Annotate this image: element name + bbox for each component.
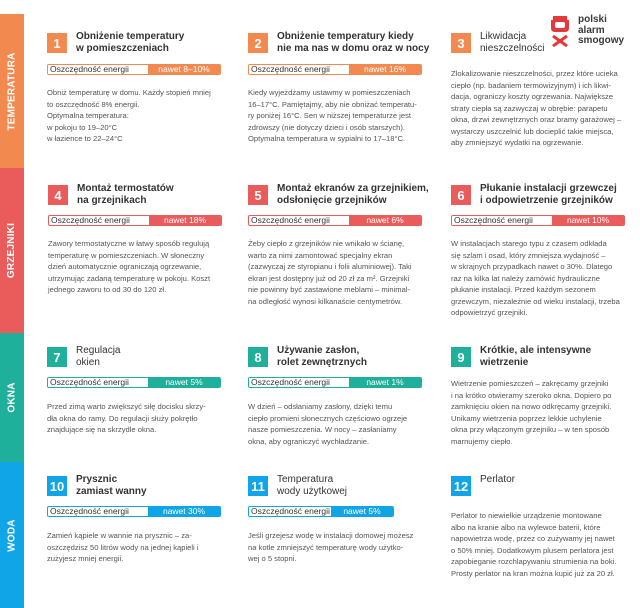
tip-title: Płukanie instalacji grzewczej i odpowietrzenie grzejników <box>480 183 617 206</box>
tip-title: Perlator <box>480 474 516 485</box>
savings-value: nawet 18% <box>149 216 221 225</box>
energy-savings-bar <box>248 377 422 388</box>
energy-savings-bar <box>248 506 394 517</box>
energy-savings-bar <box>48 215 222 226</box>
tip-description: Kiedy wyjeżdżamy ustawmy w pomieszczeniach 16–17°C. Pamiętajmy, aby nie obniżać temperatu- ry poniżej 16°C. Sen w niższej temperaturze jest zdrowszy (nie dotyczy dzieci i osób starszych). Optymalna temperatura w sypialni to 17–18°C. <box>248 88 417 143</box>
tip-number-badge: 9 <box>451 347 471 367</box>
tip-description: W dzień – odsłaniamy zasłony, dzięki temu ciepło promieni słonecznych częściowo ogrzeje nasze pomieszczenia. W nocy – zasłaniamy okna, aby ograniczyć wychładzanie. <box>248 402 408 446</box>
savings-label: Oszczędność energii <box>452 216 552 225</box>
savings-value: nawet 10% <box>552 216 624 225</box>
sidebar-label: TEMPERATURA <box>6 51 18 131</box>
tip-description: Zamień kąpiele w wannie na prysznic – za- oszczędzisz 50 litrów wody na jednej kąpieli i zużyjesz mniej energii. <box>47 531 199 563</box>
tip-description: Perlator to niewielkie urządzenie montowane albo na kranie albo na wylewce baterii, które napowietrza wodę, przez co zużywamy jej nawet o 50% mniej. Dodatkowym plusem perlatora jest zapobieganie rozchlapywaniu strumienia na boki. Prosty perlator na kran można kupić już za 20 zł. <box>451 511 617 578</box>
tip-description: Obniż temperaturę w domu. Każdy stopień mniej to oszczędność 8% energii. Optymalna temperatura: w pokoju to 19–20°C w łazience to 22–24°C <box>47 88 211 143</box>
savings-label: Oszczędność energii <box>49 216 149 225</box>
energy-savings-bar <box>47 64 221 75</box>
energy-savings-bar <box>47 506 221 517</box>
energy-savings-bar <box>47 377 221 388</box>
tip-number-badge: 1 <box>47 33 67 53</box>
tip-title: Temperatura wody użytkowej <box>277 474 348 497</box>
polski-alarm-smogowy-logo <box>550 14 624 48</box>
savings-label: Oszczędność energii <box>48 507 148 516</box>
tip-number-badge: 2 <box>248 33 268 53</box>
energy-savings-bar <box>451 215 625 226</box>
sidebar-section-okna <box>0 333 24 462</box>
savings-label: Oszczędność energii <box>48 65 148 74</box>
savings-label: Oszczędność energii <box>249 65 349 74</box>
tip-number-badge: 12 <box>451 476 471 496</box>
sidebar-label: WODA <box>6 518 18 552</box>
tip-number-badge: 8 <box>248 347 268 367</box>
energy-savings-bar <box>248 215 422 226</box>
sidebar-label: GRZEJNIKI <box>6 222 18 279</box>
tip-description: Żeby ciepło z grzejników nie wnikało w ścianę, warto za nimi zamontować specjalny ekran (zazwyczaj ze styropianu i folii aluminiowej). Taki ekran jest dostępny już od 20 zł za m². Grzejniki nie powinny być zastawione meblami – minimal- na odległość wynosi kilkanaście centymetrów. <box>248 239 412 306</box>
tip-number-badge: 3 <box>451 33 471 53</box>
tip-title: Montaż termostatów na grzejnikach <box>77 183 174 206</box>
tip-title: Obniżenie temperatury kiedy nie ma nas w domu oraz w nocy <box>277 31 430 54</box>
sidebar-label: OKNA <box>6 382 18 413</box>
tip-title: Regulacja okien <box>76 345 121 368</box>
savings-label: Oszczędność energii <box>251 506 330 516</box>
tip-description: Zawory termostatyczne w łatwy sposób regulują temperaturę w pomieszczeniach. W słoneczny dzień automatycznie ograniczają ogrzewanie, utrzymując zadaną temperaturę w pokoju. Koszt jednego zaworu to od 30 do 120 zł. <box>48 239 211 294</box>
smog-mask-icon <box>550 14 570 48</box>
savings-value: nawet 1% <box>349 378 421 387</box>
savings-value: nawet 8–10% <box>148 65 220 74</box>
tip-description: W instalacjach starego typu z czasem odkłada się szlam i osad, który zmniejsza wydajność – w skrajnych przypadkach nawet o 30%. Dlatego raz na kilka lat należy zamówić hydrauliczne płukanie instalacji. Przed każdym sezonem grzewczym, niezależnie od wieku instalacji, trzeba odpowietrzyć grzejniki. <box>451 239 620 317</box>
tip-description: Przed zimą warto zwiększyć siłę docisku skrzy- dła okna do ramy. Do regulacji służy pokrętło znajdujące się na skrzydle okna. <box>47 402 206 434</box>
savings-value: nawet 5% <box>331 507 393 516</box>
tip-title: Likwidacja nieszczelności <box>480 31 545 54</box>
tip-title: Krótkie, ale intensywne wietrzenie <box>480 345 592 368</box>
tip-number-badge: 6 <box>451 185 471 205</box>
tip-description: Zlokalizowanie nieszczelności, przez które ucieka ciepło (np. badaniem termowizyjnym) i ich likwi- dacja, ograniczy koszty ogrzewania. Największe straty ciepła są zazwyczaj w obrębie: parapetu okna, drzwi zewnętrznych oraz bramy garażowej – wystarczy uszczelnić lub docieplić takie miejsca, aby zmniejszyć wydatki na ogrzewanie. <box>451 69 622 147</box>
energy-savings-bar <box>248 64 422 75</box>
savings-value: nawet 30% <box>148 507 220 516</box>
tip-title: Obniżenie temperatury w pomieszczeniach <box>76 31 185 54</box>
logo-line: alarm <box>578 24 605 36</box>
tip-description: Jeśli grzejesz wodę w instalacji domowej możesz na kotle zmniejszyć temperaturę wody użytko- wej o 5 stopni. <box>248 531 414 563</box>
tip-number-badge: 4 <box>48 185 68 205</box>
savings-value: nawet 16% <box>349 65 421 74</box>
sidebar-section-grzejniki <box>0 168 24 333</box>
tip-number-badge: 10 <box>47 476 67 496</box>
logo-line: smogowy <box>578 35 625 47</box>
sidebar-section-temperatura <box>0 14 24 168</box>
logo-line: polski <box>578 14 607 26</box>
tip-title: Montaż ekranów za grzejnikiem, odsłonięcie grzejników <box>277 183 429 206</box>
savings-value: nawet 5% <box>148 378 220 387</box>
savings-label: Oszczędność energii <box>249 216 349 225</box>
tip-title: Używanie zasłon, rolet zewnętrznych <box>277 345 368 368</box>
tip-number-badge: 7 <box>47 347 67 367</box>
sidebar-section-woda <box>0 462 24 608</box>
savings-label: Oszczędność energii <box>249 378 349 387</box>
tip-title: Prysznic zamiast wanny <box>76 474 147 497</box>
tip-number-badge: 11 <box>248 476 268 496</box>
savings-label: Oszczędność energii <box>48 378 148 387</box>
tip-description: Wietrzenie pomieszczeń – zakręcamy grzejniki i na krótko otwieramy szeroko okna. Dopiero po zamknięciu okien na nowo odkręcamy grzejniki. Unikamy wietrzenia poprzez lekkie uchylenie okna przy włączonym grzejniku – w ten sposób marnujemy ciepło. <box>451 379 612 446</box>
savings-value: nawet 6% <box>349 216 421 225</box>
tip-number-badge: 5 <box>248 185 268 205</box>
